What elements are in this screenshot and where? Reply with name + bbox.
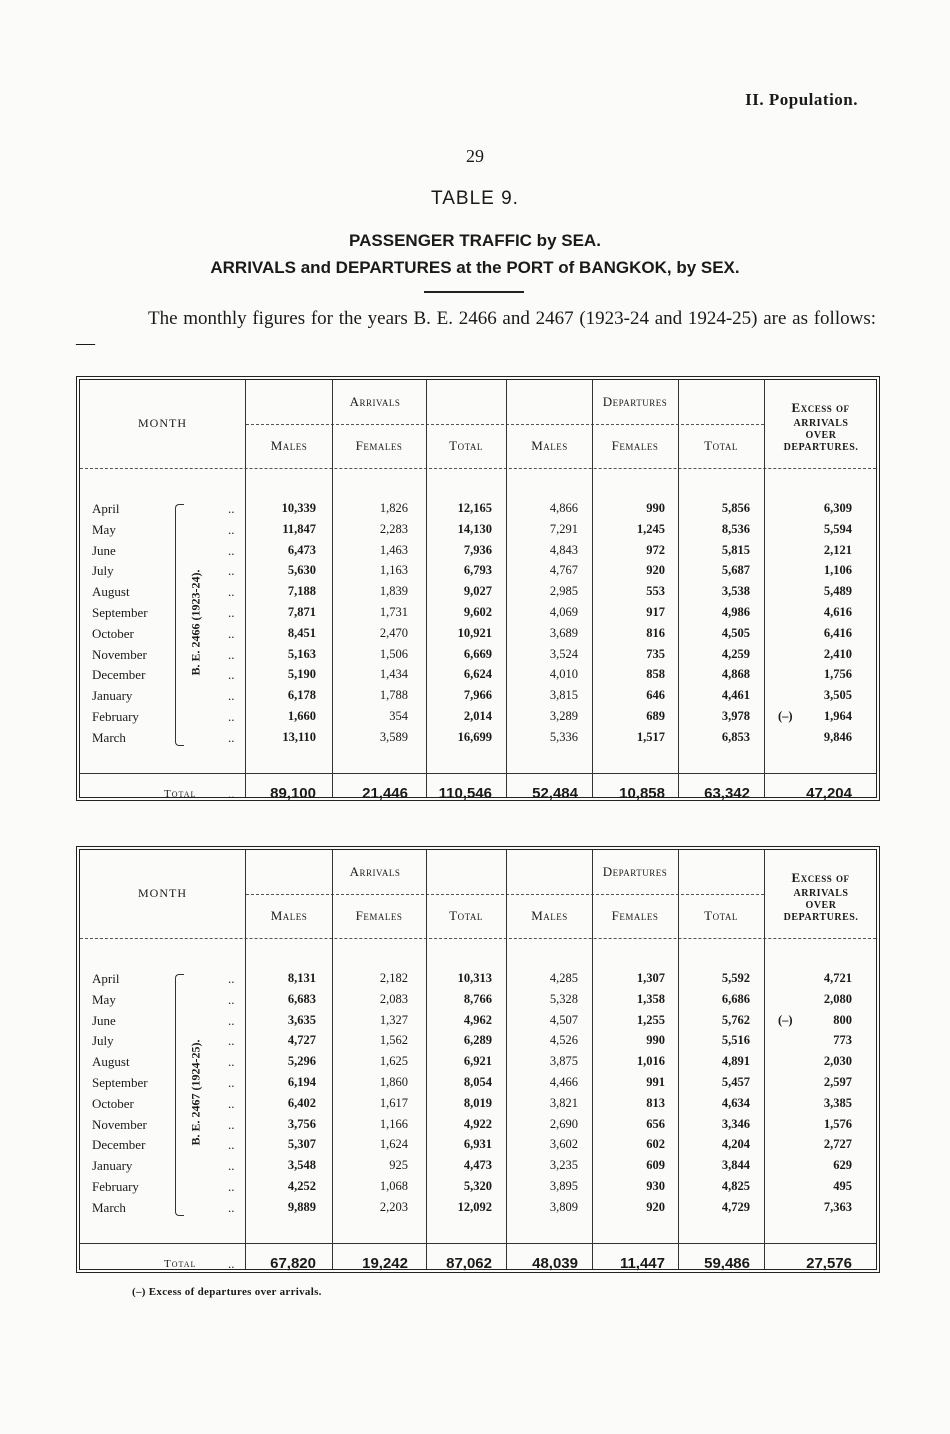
cell-arr_f: 1,625 — [379, 1054, 408, 1069]
cell-dep_t: 4,505 — [721, 625, 750, 640]
cell-dep_m: 4,285 — [549, 971, 578, 985]
title-rule — [424, 291, 524, 293]
cell-arr_t: 10,313 — [457, 971, 492, 985]
cell-dep_f: 990 — [646, 501, 665, 515]
cell-arr_m: 5,190 — [287, 667, 316, 682]
cell-dep_t: 4,891 — [721, 1054, 750, 1069]
excess-header: Excess of — [791, 400, 850, 415]
cell-excess: 7,363 — [823, 1199, 852, 1214]
cell-excess: 2,030 — [823, 1054, 852, 1069]
cell-dep_t: 4,868 — [721, 667, 750, 682]
cell-arr_t: 6,793 — [463, 563, 492, 578]
cell-arr_t: 14,130 — [457, 521, 492, 536]
excess-subheader: ARRIVALS OVER DEPARTURES. — [783, 418, 859, 453]
cell-arr_f: 1,506 — [379, 646, 408, 661]
subheader-males: Males — [270, 438, 308, 453]
cell-arr_t: 8,019 — [463, 1095, 492, 1110]
month-label: March — [92, 1199, 126, 1215]
cell-dep_t: 3,538 — [721, 584, 750, 599]
cell-dep_f: 1,255 — [636, 1012, 665, 1027]
cell-excess: 495 — [833, 1179, 852, 1193]
period-brace — [175, 504, 184, 746]
cell-arr_m: 6,473 — [287, 542, 316, 557]
cell-dep_f: 553 — [646, 584, 665, 599]
month-label: May — [92, 991, 116, 1007]
cell-dep_t: 4,259 — [721, 646, 750, 661]
table-header — [80, 380, 876, 469]
total-arr_m: 67,820 — [270, 1254, 316, 1272]
cell-excess: 2,597 — [823, 1075, 852, 1089]
total-dep_m: 48,039 — [532, 1254, 578, 1272]
cell-arr_t: 9,602 — [463, 605, 492, 619]
table-label: TABLE 9. — [431, 188, 519, 209]
cell-arr_f: 1,166 — [379, 1116, 408, 1131]
cell-arr_f: 354 — [389, 709, 408, 723]
cell-excess: 2,080 — [823, 991, 852, 1006]
month-label: December — [92, 667, 146, 683]
cell-dep_f: 920 — [646, 563, 665, 578]
cell-excess: 4,721 — [823, 971, 852, 985]
month-label: January — [92, 688, 133, 704]
cell-arr_m: 13,110 — [282, 729, 316, 744]
cell-arr_f: 1,860 — [379, 1075, 408, 1089]
cell-dep_m: 4,069 — [549, 605, 578, 619]
cell-dep_m: 4,843 — [549, 542, 578, 557]
cell-dep_m: 3,821 — [549, 1095, 578, 1110]
cell-dep_m: 3,602 — [549, 1137, 578, 1152]
table-header — [80, 850, 876, 939]
cell-arr_t: 4,962 — [463, 1012, 492, 1027]
cell-dep_m: 5,336 — [549, 729, 578, 744]
cell-arr_t: 4,473 — [463, 1158, 492, 1173]
leader-dots: .. — [228, 605, 235, 620]
subheader-females: Females — [355, 908, 403, 923]
cell-arr_t: 2,014 — [463, 709, 492, 723]
cell-dep_f: 920 — [646, 1199, 665, 1214]
total-dep_m: 52,484 — [532, 784, 578, 802]
cell-excess: 773 — [833, 1033, 852, 1048]
cell-dep_m: 4,526 — [549, 1033, 578, 1048]
cell-excess: 2,727 — [823, 1137, 852, 1152]
total-arr_m: 89,100 — [270, 784, 316, 802]
cell-dep_t: 3,844 — [721, 1158, 750, 1173]
departures-header: Departures — [602, 394, 668, 409]
leader-dots: .. — [228, 1033, 235, 1049]
leader-dots: .. — [228, 1012, 235, 1028]
intro-paragraph: The monthly figures for the years B. E. 2466 and 2467 (1923-24 and 1924-25) are as follows:— — [76, 308, 876, 354]
cell-dep_t: 8,536 — [721, 521, 750, 536]
month-label: January — [92, 1158, 133, 1174]
total-excess: 47,204 — [806, 784, 852, 802]
cell-dep_f: 602 — [646, 1137, 665, 1152]
period-label: B. E. 2467 (1924-25). — [188, 1039, 203, 1146]
leader-dots: .. — [228, 1075, 235, 1090]
month-header: MONTH — [138, 416, 187, 430]
cell-arr_t: 8,766 — [463, 991, 492, 1006]
cell-dep_t: 5,856 — [721, 501, 750, 515]
cell-dep_f: 816 — [646, 625, 665, 640]
cell-arr_m: 9,889 — [287, 1199, 316, 1214]
cell-arr_t: 4,922 — [463, 1116, 492, 1131]
month-header: MONTH — [138, 886, 187, 900]
cell-excess: 6,416 — [823, 625, 852, 640]
cell-excess: 1,106 — [823, 563, 852, 578]
cell-arr_m: 10,339 — [281, 501, 316, 515]
arrivals-header: Arrivals — [349, 394, 401, 409]
cell-dep_m: 3,524 — [549, 646, 578, 661]
subheader-males: Males — [531, 438, 568, 453]
cell-dep_t: 3,346 — [721, 1116, 750, 1131]
cell-excess: 629 — [833, 1158, 852, 1173]
total-dep_f: 11,447 — [619, 1254, 665, 1272]
cell-dep_f: 858 — [646, 667, 665, 682]
cell-arr_t: 16,699 — [457, 729, 492, 744]
cell-arr_m: 6,178 — [287, 688, 316, 703]
cell-dep_f: 813 — [646, 1095, 665, 1110]
cell-excess: 1,576 — [823, 1116, 852, 1131]
cell-dep_t: 4,986 — [721, 605, 750, 619]
negative-marker: (–) — [778, 709, 793, 723]
excess-subheader: ARRIVALS OVER DEPARTURES. — [783, 888, 859, 923]
cell-excess: 3,385 — [823, 1095, 852, 1110]
subheader-total: Total — [704, 908, 738, 923]
cell-arr_m: 3,635 — [287, 1012, 316, 1027]
cell-arr_f: 925 — [389, 1158, 408, 1173]
cell-dep_m: 3,689 — [549, 625, 578, 640]
total-dep_t: 59,486 — [704, 1254, 750, 1272]
month-label: April — [92, 501, 120, 516]
cell-dep_f: 1,307 — [636, 971, 665, 985]
cell-arr_f: 2,083 — [379, 991, 408, 1006]
cell-arr_f: 1,327 — [379, 1012, 408, 1027]
subheader-total: Total — [449, 908, 483, 923]
cell-excess: 800 — [833, 1012, 852, 1027]
excess-header: Excess of — [791, 870, 850, 885]
subheader-males: Males — [531, 908, 568, 923]
cell-arr_f: 1,731 — [379, 605, 408, 619]
cell-arr_t: 6,921 — [463, 1054, 492, 1069]
total-dep_f: 10,858 — [619, 784, 665, 802]
cell-excess: 5,489 — [823, 584, 852, 599]
cell-arr_f: 1,788 — [379, 688, 408, 703]
leader-dots: .. — [228, 584, 235, 600]
cell-arr_f: 1,163 — [379, 563, 408, 578]
cell-arr_m: 7,871 — [287, 605, 316, 619]
cell-excess: 3,505 — [823, 688, 852, 703]
leader-dots: .. — [228, 709, 235, 724]
leader-dots: .. — [228, 971, 235, 986]
page-number: 29 — [466, 146, 484, 166]
cell-arr_t: 12,092 — [457, 1199, 492, 1214]
cell-excess: 1,756 — [823, 667, 852, 682]
table-row — [80, 498, 876, 519]
cell-arr_t: 6,669 — [463, 646, 492, 661]
month-label: February — [92, 1179, 139, 1194]
cell-arr_t: 6,624 — [463, 667, 492, 682]
cell-arr_f: 1,839 — [379, 584, 408, 599]
cell-arr_m: 5,296 — [287, 1054, 316, 1069]
month-label: November — [92, 1116, 147, 1132]
cell-dep_t: 5,762 — [721, 1012, 750, 1027]
cell-arr_f: 1,624 — [379, 1137, 408, 1152]
month-label: March — [92, 729, 126, 745]
departures-header: Departures — [602, 864, 668, 879]
cell-excess: 4,616 — [823, 605, 852, 619]
cell-dep_t: 3,978 — [721, 709, 750, 723]
total-excess: 27,576 — [806, 1254, 852, 1272]
leader-dots: .. — [228, 1199, 235, 1215]
cell-arr_m: 8,451 — [287, 625, 316, 640]
cell-arr_f: 1,463 — [379, 542, 408, 557]
cell-dep_f: 917 — [646, 605, 665, 619]
cell-dep_m: 4,507 — [549, 1012, 578, 1027]
cell-arr_t: 9,027 — [463, 584, 492, 599]
cell-excess: 9,846 — [823, 729, 852, 744]
cell-dep_m: 4,767 — [549, 563, 578, 578]
leader-dots: .. — [228, 1054, 235, 1070]
cell-dep_t: 5,815 — [721, 542, 750, 557]
negative-marker: (–) — [778, 1012, 793, 1027]
leader-dots: .. — [228, 1137, 235, 1153]
cell-arr_t: 7,966 — [463, 688, 492, 703]
cell-dep_t: 5,592 — [721, 971, 750, 985]
subheader-females: Females — [355, 438, 403, 453]
cell-dep_t: 5,687 — [721, 563, 750, 578]
month-label: June — [92, 1012, 116, 1028]
cell-dep_m: 7,291 — [549, 521, 578, 536]
cell-arr_f: 1,434 — [379, 667, 408, 682]
leader-dots: .. — [228, 1095, 235, 1111]
cell-dep_t: 4,729 — [721, 1199, 750, 1214]
cell-arr_m: 6,194 — [287, 1075, 316, 1089]
leader-dots: .. — [228, 501, 235, 516]
total-arr_t: 87,062 — [446, 1254, 492, 1272]
cell-dep_m: 2,690 — [549, 1116, 578, 1131]
data-table-2466 — [76, 376, 880, 801]
cell-arr_t: 7,936 — [463, 542, 492, 557]
cell-dep_t: 6,853 — [721, 729, 750, 744]
cell-dep_t: 6,686 — [721, 991, 750, 1006]
cell-dep_t: 4,825 — [721, 1179, 750, 1193]
cell-arr_m: 4,727 — [287, 1033, 316, 1048]
cell-arr_f: 1,562 — [379, 1033, 408, 1048]
cell-arr_m: 4,252 — [287, 1179, 316, 1193]
cell-dep_f: 735 — [646, 646, 665, 661]
subheader-total: Total — [449, 438, 483, 453]
section-heading: II. Population. — [745, 90, 858, 109]
cell-arr_f: 2,203 — [379, 1199, 408, 1214]
cell-dep_m: 3,895 — [549, 1179, 578, 1193]
month-label: December — [92, 1137, 146, 1153]
leader-dots: .. — [228, 991, 235, 1007]
table-row — [80, 727, 876, 748]
cell-arr_m: 7,188 — [287, 584, 316, 599]
total-arr_t: 110,546 — [438, 784, 492, 802]
cell-dep_f: 646 — [646, 688, 665, 703]
cell-arr_m: 5,307 — [287, 1137, 316, 1152]
month-label: July — [92, 1033, 114, 1049]
cell-arr_f: 2,182 — [379, 971, 408, 985]
cell-dep_f: 1,016 — [636, 1054, 665, 1069]
cell-dep_t: 4,634 — [721, 1095, 750, 1110]
cell-arr_t: 12,165 — [457, 501, 492, 515]
leader-dots: .. — [228, 646, 235, 662]
month-label: August — [92, 1054, 130, 1070]
cell-dep_m: 3,875 — [549, 1054, 578, 1069]
month-label: August — [92, 584, 130, 600]
cell-arr_m: 1,660 — [287, 709, 316, 723]
cell-arr_m: 6,683 — [287, 991, 316, 1006]
cell-dep_f: 656 — [646, 1116, 665, 1131]
cell-dep_m: 2,985 — [549, 584, 578, 599]
month-label: September — [92, 1075, 148, 1090]
total-arr_f: 19,242 — [362, 1254, 408, 1272]
cell-dep_f: 609 — [646, 1158, 665, 1173]
cell-dep_m: 3,289 — [549, 709, 578, 723]
total-row — [80, 773, 876, 824]
month-label: October — [92, 1095, 134, 1111]
cell-arr_f: 2,283 — [379, 521, 408, 536]
leader-dots: .. — [228, 688, 235, 704]
cell-dep_f: 930 — [646, 1179, 665, 1193]
cell-dep_m: 5,328 — [549, 991, 578, 1006]
cell-dep_m: 3,809 — [549, 1199, 578, 1214]
cell-dep_f: 991 — [646, 1075, 665, 1089]
leader-dots: .. — [228, 729, 235, 745]
cell-dep_f: 1,358 — [636, 991, 665, 1006]
leader-dots: .. — [228, 1255, 235, 1271]
table-row — [80, 1197, 876, 1218]
total-arr_f: 21,446 — [362, 784, 408, 802]
cell-dep_f: 1,245 — [636, 521, 665, 536]
leader-dots: .. — [228, 667, 235, 683]
month-label: June — [92, 542, 116, 558]
month-label: February — [92, 709, 139, 724]
cell-arr_f: 1,617 — [379, 1095, 408, 1110]
cell-dep_f: 990 — [646, 1033, 665, 1048]
leader-dots: .. — [228, 1158, 235, 1174]
cell-arr_t: 6,289 — [463, 1033, 492, 1048]
leader-dots: .. — [228, 563, 235, 579]
cell-excess: 1,964 — [823, 709, 852, 723]
month-label: May — [92, 521, 116, 537]
cell-excess: 5,594 — [823, 521, 852, 536]
cell-arr_t: 10,921 — [457, 625, 492, 640]
period-brace — [175, 974, 184, 1216]
month-label: July — [92, 563, 114, 579]
cell-arr_m: 8,131 — [287, 971, 316, 985]
cell-arr_t: 8,054 — [463, 1075, 492, 1089]
cell-arr_f: 1,068 — [379, 1179, 408, 1193]
total-label: Total — [164, 787, 197, 800]
cell-dep_f: 972 — [646, 542, 665, 557]
leader-dots: .. — [228, 625, 235, 641]
subheader-females: Females — [611, 908, 659, 923]
total-label: Total — [164, 1257, 197, 1270]
leader-dots: .. — [228, 1116, 235, 1132]
month-label: October — [92, 625, 134, 641]
cell-dep_t: 5,516 — [721, 1033, 750, 1048]
cell-arr_m: 5,163 — [287, 646, 316, 661]
leader-dots: .. — [228, 785, 235, 801]
cell-excess: 2,121 — [823, 542, 852, 557]
cell-arr_m: 3,756 — [287, 1116, 316, 1131]
cell-dep_t: 4,461 — [721, 688, 750, 703]
cell-arr_f: 1,826 — [379, 501, 408, 515]
total-dep_t: 63,342 — [704, 784, 750, 802]
month-label: September — [92, 605, 148, 620]
cell-dep_f: 1,517 — [636, 729, 665, 744]
cell-dep_m: 3,235 — [549, 1158, 578, 1173]
cell-excess: 6,309 — [823, 501, 852, 515]
table-title-line-1: PASSENGER TRAFFIC by SEA. — [349, 231, 601, 250]
cell-dep_m: 4,866 — [549, 501, 578, 515]
cell-arr_m: 6,402 — [287, 1095, 316, 1110]
cell-dep_m: 4,466 — [549, 1075, 578, 1089]
cell-arr_m: 11,847 — [282, 521, 316, 536]
month-label: November — [92, 646, 147, 662]
leader-dots: .. — [228, 1179, 235, 1194]
cell-dep_t: 5,457 — [721, 1075, 750, 1089]
arrivals-header: Arrivals — [349, 864, 401, 879]
cell-arr_f: 3,589 — [379, 729, 408, 744]
footnote: (–) Excess of departures over arrivals. — [132, 1286, 322, 1298]
cell-excess: 2,410 — [823, 646, 852, 661]
subheader-rule — [246, 424, 764, 425]
leader-dots: .. — [228, 521, 235, 537]
subheader-females: Females — [611, 438, 659, 453]
cell-dep_m: 4,010 — [549, 667, 578, 682]
leader-dots: .. — [228, 542, 235, 558]
data-table-2467 — [76, 846, 880, 1273]
period-label: B. E. 2466 (1923-24). — [188, 569, 203, 676]
cell-dep_f: 689 — [646, 709, 665, 723]
cell-arr_t: 6,931 — [463, 1137, 492, 1152]
cell-arr_f: 2,470 — [379, 625, 408, 640]
table-title-line-2: ARRIVALS and DEPARTURES at the PORT of BANGKOK, by SEX. — [210, 258, 740, 277]
month-label: April — [92, 971, 120, 986]
subheader-males: Males — [270, 908, 308, 923]
cell-arr_m: 5,630 — [287, 563, 316, 578]
subheader-rule — [246, 894, 764, 895]
subheader-total: Total — [704, 438, 738, 453]
table-row — [80, 968, 876, 989]
cell-dep_m: 3,815 — [549, 688, 578, 703]
cell-arr_m: 3,548 — [287, 1158, 316, 1173]
cell-arr_t: 5,320 — [463, 1179, 492, 1193]
cell-dep_t: 4,204 — [721, 1137, 750, 1152]
